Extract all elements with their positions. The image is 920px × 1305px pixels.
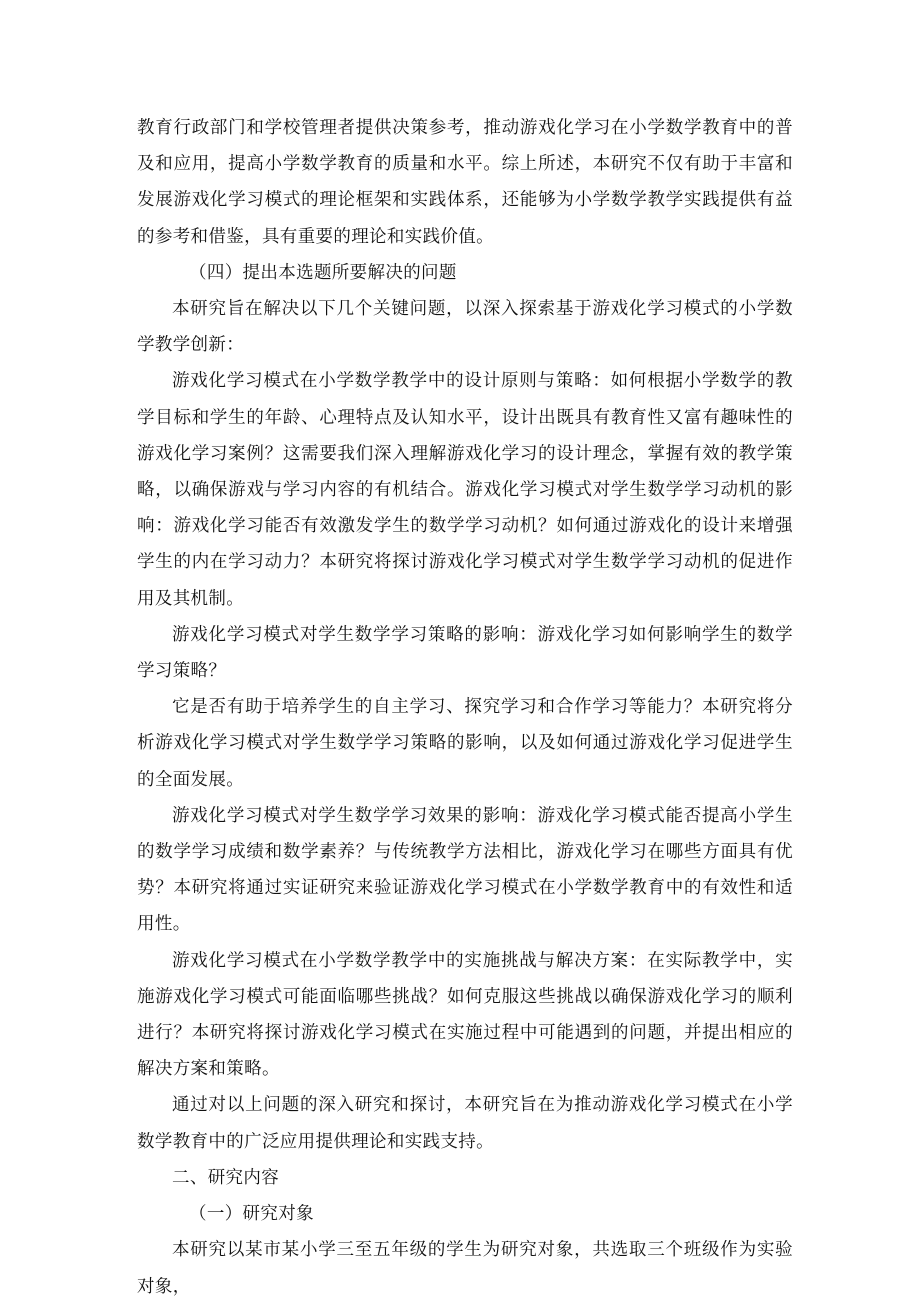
- body-paragraph-research-subjects: 本研究以某市某小学三至五年级的学生为研究对象，共选取三个班级作为实验对象，: [137, 1240, 793, 1297]
- body-paragraph-abilities: 它是否有助于培养学生的自主学习、探究学习和合作学习等能力？本研究将分析游戏化学习模式对学生数学学习策略的影响，以及如何通过游戏化学习促进学生的全面发展。: [137, 697, 793, 790]
- body-paragraph-summary: 通过对以上问题的深入研究和探讨，本研究旨在为推动游戏化学习模式在小学数学教育中的广泛应用提供理论和实践支持。: [137, 1095, 793, 1152]
- section-heading-research-subjects: （一）研究对象: [189, 1204, 314, 1225]
- chapter-heading-research-content: 二、研究内容: [172, 1167, 280, 1188]
- body-paragraph-learning-strategy: 游戏化学习模式对学生数学学习策略的影响：游戏化学习如何影响学生的数学学习策略？: [137, 624, 793, 682]
- body-paragraph-continuation: 教育行政部门和学校管理者提供决策参考，推动游戏化学习在小学数学教育中的普及和应用，提高小学数学教育的质量和水平。综上所述，本研究不仅有助于丰富和发展游戏化学习模式的理论框架和实践体系，还能够为小学数学教学实践提供有益的参考和借鉴，具有重要的理论和实践价值。: [137, 118, 793, 247]
- page-content: [137, 110, 793, 1305]
- body-paragraph-intro: 本研究旨在解决以下几个关键问题，以深入探索基于游戏化学习模式的小学数学教学创新：: [137, 299, 793, 356]
- body-paragraph-challenges: 游戏化学习模式在小学数学教学中的实施挑战与解决方案：在实际教学中，实施游戏化学习模式可能面临哪些挑战？如何克服这些挑战以确保游戏化学习的顺利进行？本研究将探讨游戏化学习模式在实施过程中可能遇到的问题，并提出相应的解决方案和策略。: [137, 950, 793, 1080]
- body-paragraph-learning-effect: 游戏化学习模式对学生数学学习效果的影响：游戏化学习模式能否提高小学生的数学学习成绩和数学素养？与传统教学方法相比，游戏化学习在哪些方面具有优势？本研究将通过实证研究来验证游戏化学习模式在小学数学教育中的有效性和适用性。: [137, 805, 793, 935]
- body-paragraph-design-principles: 游戏化学习模式在小学数学教学中的设计原则与策略：如何根据小学数学的教学目标和学生的年龄、心理特点及认知水平，设计出既具有教育性又富有趣味性的游戏化学习案例？这需要我们深入理解游戏化学习的设计理念，掌握有效的教学策略，以确保游戏与学习内容的有机结合。游戏化学习模式对学生数学学习动机的影响：游戏化学习能否有效激发学生的数学学习动机？如何通过游戏化的设计来增强学生的内在学习动力？本研究将探讨游戏化学习模式对学生数学学习动机的促进作用及其机制。: [137, 371, 793, 609]
- section-heading-problems: （四）提出本选题所要解决的问题: [189, 262, 457, 283]
